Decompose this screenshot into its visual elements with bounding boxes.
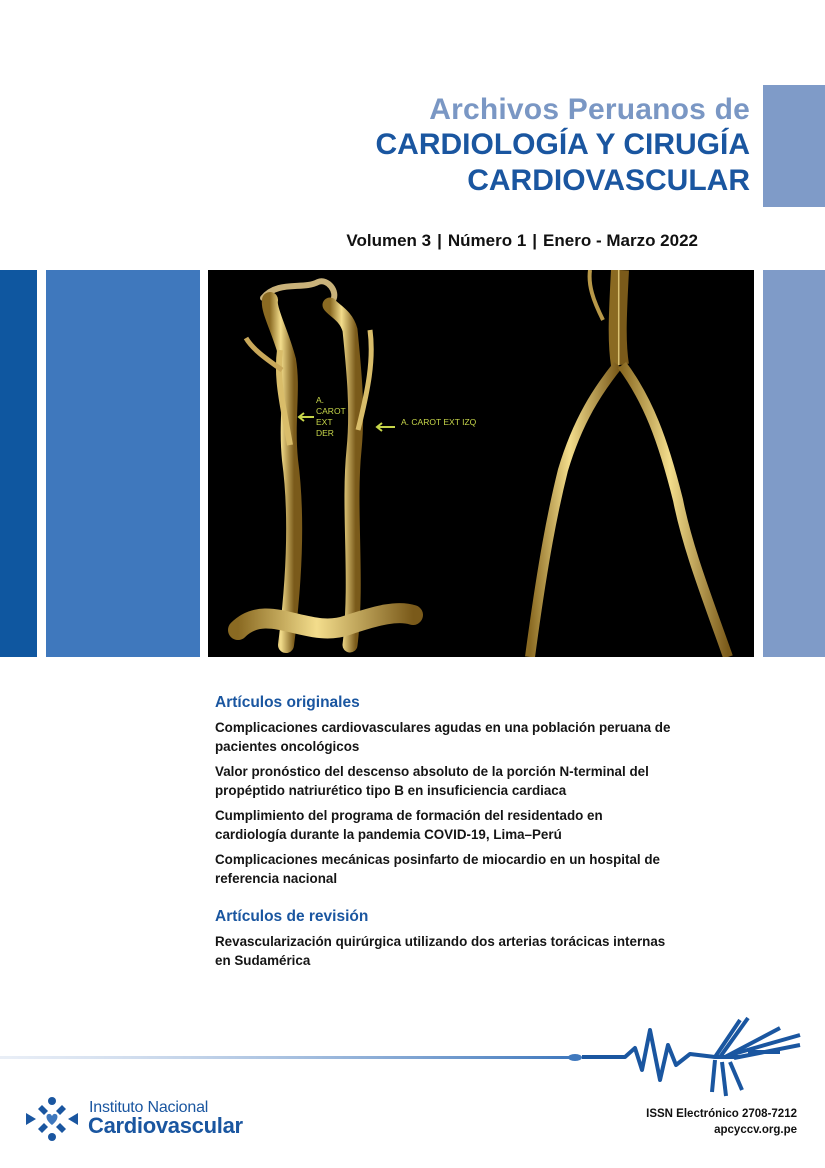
journal-title-line1: Archivos Peruanos de	[429, 93, 750, 126]
article-title-line: referencia nacional	[215, 871, 338, 886]
issue-info	[346, 231, 698, 251]
condor-icon	[712, 1018, 800, 1096]
issn: ISSN Electrónico 2708-7212	[646, 1108, 797, 1120]
label-right-carotid-line2: CAROT	[316, 406, 346, 416]
issue-separator: |	[437, 231, 442, 250]
issue-volume: Volumen 3	[346, 231, 432, 250]
article-item[interactable]	[215, 806, 715, 844]
article-title-line: en Sudamérica	[215, 953, 311, 968]
band-left-mid	[46, 270, 200, 657]
article-title-line: Revascularización quirúrgica utilizando dos arterias torácicas internas	[215, 934, 666, 949]
issue-period: Enero - Marzo 2022	[543, 231, 698, 250]
label-right-carotid-line1: A.	[316, 395, 325, 405]
issue-separator: |	[532, 231, 538, 250]
institute-name-line1: Instituto Nacional	[89, 1099, 209, 1116]
article-title-line: cardiología durante la pandemia COVID-19, Lima–Perú	[215, 827, 562, 842]
header-accent-block	[763, 85, 825, 207]
article-item[interactable]	[215, 762, 715, 800]
article-item[interactable]	[215, 850, 715, 888]
institute-name-line2: Cardiovascular	[88, 1113, 243, 1138]
section-heading: Artículos originales	[215, 694, 360, 711]
issue-number: Número 1	[447, 231, 527, 250]
angiography-image	[208, 270, 754, 657]
journal-title-line2: CARDIOLOGÍA Y CIRUGÍA	[375, 128, 750, 162]
article-title-line: Cumplimiento del programa de formación del residentado en	[215, 808, 603, 823]
article-title-line: Complicaciones mecánicas posinfarto de miocardio en un hospital de	[215, 852, 660, 867]
journal-title-line3: CARDIOVASCULAR	[467, 163, 750, 197]
website-link[interactable]: apcyccv.org.pe	[714, 1124, 797, 1136]
section-heading: Artículos de revisión	[215, 908, 369, 925]
article-title-line: propéptido natriurético tipo B en insuficiencia cardiaca	[215, 783, 567, 798]
label-right-carotid-line4: DER	[316, 428, 334, 438]
article-item[interactable]	[215, 718, 715, 756]
band-left-dark	[0, 270, 37, 657]
table-of-contents	[215, 694, 715, 976]
article-title-line: Valor pronóstico del descenso absoluto de la porción N-terminal del	[215, 764, 649, 779]
journal-title	[376, 92, 750, 198]
label-right-carotid-line3: EXT	[316, 417, 333, 427]
footer-ecg-line	[0, 1010, 825, 1100]
band-right	[763, 270, 825, 657]
institute-logo-icon	[22, 1095, 82, 1143]
article-item[interactable]	[215, 932, 715, 970]
section-review-articles	[215, 908, 715, 970]
angiography-illustration	[208, 270, 754, 657]
label-left-carotid: A. CAROT EXT IZQ	[401, 417, 477, 427]
section-original-articles	[215, 694, 715, 888]
article-title-line: pacientes oncológicos	[215, 739, 360, 754]
article-title-line: Complicaciones cardiovasculares agudas en una población peruana de	[215, 720, 671, 735]
